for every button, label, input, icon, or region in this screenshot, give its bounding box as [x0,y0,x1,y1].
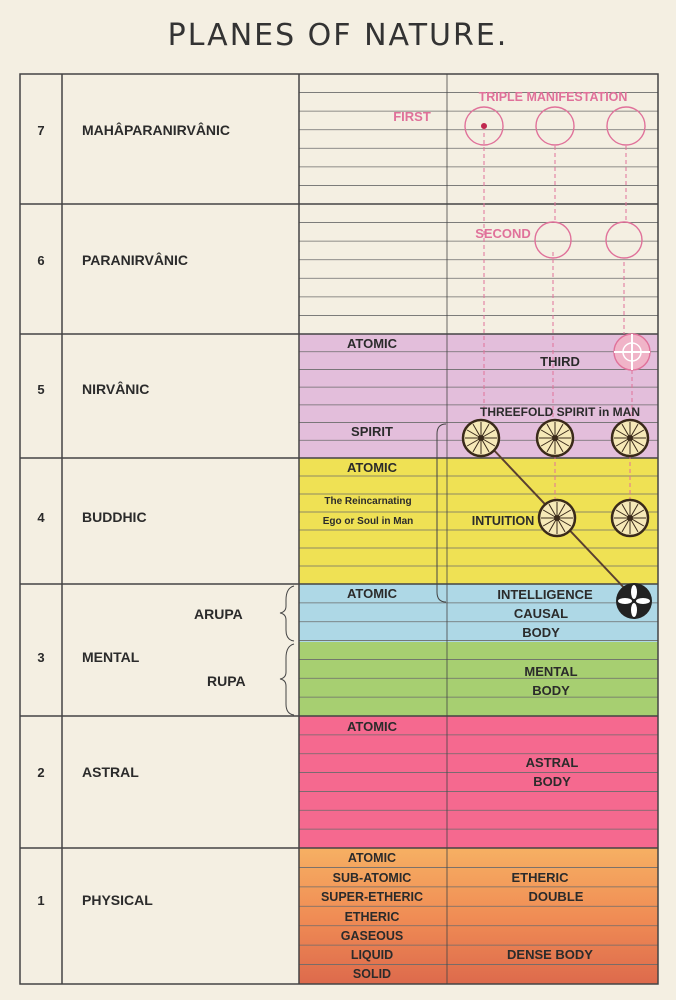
spirit-wheel-icon [539,500,575,536]
plane-number-2: 2 [37,765,45,780]
rupa-brace [280,644,294,715]
plane-name-6: PARANIRVÂNIC [82,252,189,268]
mental-body-label-2: BODY [532,683,570,698]
plane-number-5: 5 [37,382,45,397]
plane-name-7: MAHÂPARANIRVÂNIC [82,122,231,138]
mental-atomic-label: ATOMIC [346,586,398,601]
intuition-label: INTUITION [471,514,535,528]
spirit-label: SPIRIT [351,424,393,439]
astral-band [299,716,658,848]
plane-name-3: MENTAL [82,649,140,665]
threefold-spirit-label: THREEFOLD SPIRIT in MAN [480,405,640,419]
second-circle-2 [606,222,642,258]
causal-body-label: BODY [522,625,560,640]
first-circle-2 [536,107,574,145]
triple-manifestation-label: TRIPLE MANIFESTATION [478,90,628,104]
first-label: FIRST [393,109,431,124]
page-title: PLANES OF NATURE. [167,18,509,53]
double-label: DOUBLE [528,889,584,904]
mental-body-label-1: MENTAL [524,664,578,679]
plane-name-4: BUDDHIC [82,509,147,525]
physical-liquid-label: LIQUID [350,948,394,962]
plane-name-2: ASTRAL [82,764,139,780]
arupa-brace [280,586,294,641]
astral-body-label-1: ASTRAL [525,755,579,770]
nirvanic-atomic-label: ATOMIC [346,336,398,351]
reincarnating-line-1: The Reincarnating [324,496,412,507]
rupa-label: RUPA [207,673,246,689]
third-circle [614,334,650,370]
plane-number-3: 3 [37,650,45,665]
physical-etheric-label: ETHERIC [344,910,400,924]
causal-label: CAUSAL [513,606,569,621]
second-label: SECOND [475,226,531,241]
intelligence-wheel [616,583,652,619]
plane-number-1: 1 [37,893,45,908]
etheric-label: ETHERIC [511,870,569,885]
spirit-wheel-icon [537,420,573,456]
spirit-wheel-icon [463,420,499,456]
physical-superetheric-label: SUPER-ETHERIC [320,890,424,904]
plane-number-7: 7 [37,123,45,138]
first-circle-1-dot [481,123,487,129]
buddhic-atomic-label: ATOMIC [346,460,398,475]
physical-solid-label: SOLID [352,967,392,981]
astral-atomic-label: ATOMIC [346,719,398,734]
rupa-band [299,642,658,716]
plane-name-5: NIRVÂNIC [82,381,150,397]
third-label: THIRD [540,354,580,369]
first-circle-3 [607,107,645,145]
physical-atomic-label: ATOMIC [347,851,397,865]
astral-body-label-2: BODY [533,774,571,789]
plane-number-6: 6 [37,253,45,268]
intelligence-label: INTELLIGENCE [497,587,593,602]
plane-number-4: 4 [37,510,45,525]
plane-name-1: PHYSICAL [82,892,153,908]
reincarnating-line-2: Ego or Soul in Man [322,516,414,527]
dense-body-label: DENSE BODY [507,947,593,962]
physical-subatomic-label: SUB-ATOMIC [332,871,412,885]
physical-gaseous-label: GASEOUS [340,929,404,943]
spirit-wheel-icon [612,500,648,536]
spirit-wheel-icon [612,420,648,456]
arupa-label: ARUPA [194,606,243,622]
